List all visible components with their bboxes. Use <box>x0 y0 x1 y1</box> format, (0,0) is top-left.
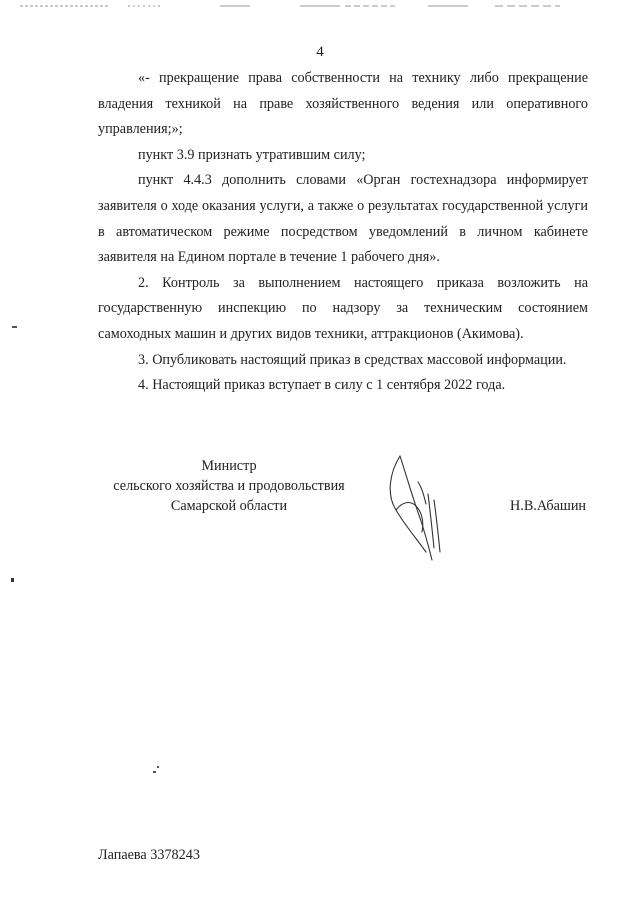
margin-mark-dash <box>12 326 17 328</box>
signatory-name: Н.В.Абашин <box>510 498 586 514</box>
paragraph-item-2: 2. Контроль за выполнением настоящего приказа возложить на государственную инспекцию по надзору за техническим состоянием самоходных машин и других видов техники, аттракционов (Акимова). <box>98 274 588 342</box>
paragraph-point-3-9: пункт 3.9 признать утратившим силу; <box>138 146 366 163</box>
document-body <box>98 66 588 399</box>
margin-mark-dot <box>11 578 14 582</box>
scan-dots <box>157 766 159 768</box>
signature-block <box>0 452 640 572</box>
paragraph-item-3: 3. Опубликовать настоящий приказ в средствах массовой информации. <box>138 351 567 368</box>
scan-artifact-top <box>0 2 640 10</box>
paragraph-point-4-4-3: пункт 4.4.3 дополнить словами «Орган гостехнадзора информирует заявителя о ходе оказания услуги, а также о результатах государственной услуги в автоматическом режиме посредством уведомлений в личном кабинете заявителя на Едином портале в течение 1 рабочего дня». <box>98 172 588 266</box>
signatory-title <box>98 456 360 516</box>
executor-contact: Лапаева 3378243 <box>98 847 200 863</box>
page-number: 4 <box>316 44 324 60</box>
scan-dots <box>153 771 156 773</box>
paragraph-amendment-quote: «- прекращение права собственности на технику либо прекращение владения техникой на праве хозяйственного ведения или оперативного управления;»; <box>98 70 588 138</box>
signatory-title-line: Министр <box>201 458 257 474</box>
paragraph-item-4: 4. Настоящий приказ вступает в силу с 1 сентября 2022 года. <box>138 377 506 394</box>
signatory-title-line: Самарской области <box>170 498 288 514</box>
signatory-title-line: сельского хозяйства и продовольствия <box>113 478 345 494</box>
handwritten-signature <box>378 452 458 567</box>
